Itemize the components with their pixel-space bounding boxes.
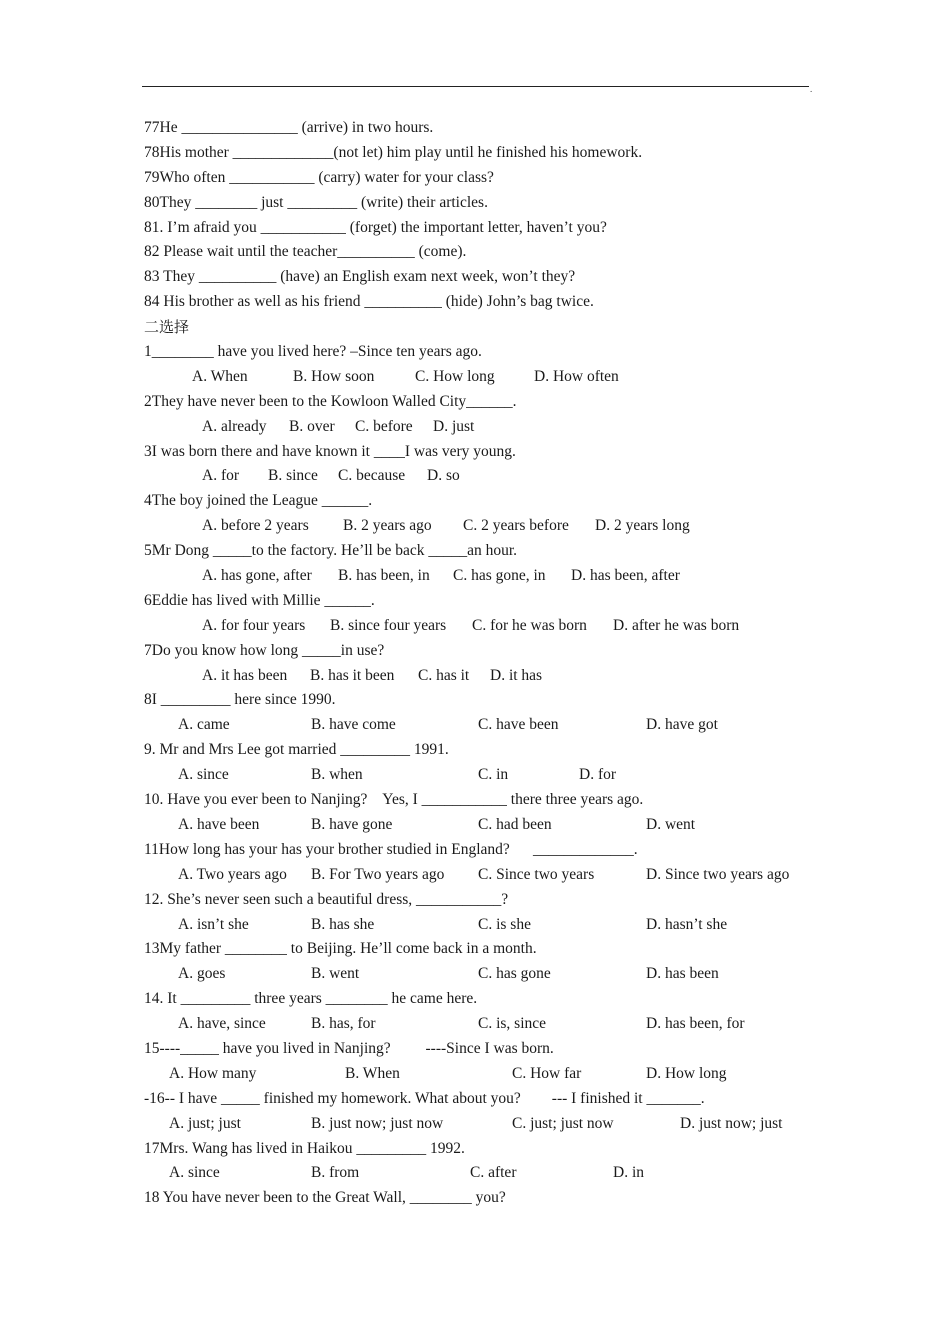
option-c: C. has gone, in [453, 567, 546, 585]
fill-in-item-84: 84 His brother as well as his friend __________ (hide) John’s bag twice. [144, 293, 594, 311]
option-d: D. it has [490, 666, 543, 684]
options-13 [144, 962, 824, 987]
question-8: 8I _________ here since 1990. [144, 691, 336, 709]
option-a: A. goes [178, 965, 226, 983]
question-2: 2They have never been to the Kowloon Walled City______. [144, 392, 517, 410]
option-c: C. is she [478, 915, 531, 933]
options-17 [144, 1161, 824, 1186]
option-b: B. has it been [310, 666, 395, 684]
question-12: 12. She’s never seen such a beautiful dress, ___________? [144, 890, 509, 908]
option-b: B. has been, in [338, 567, 430, 585]
options-6 [144, 614, 824, 639]
option-b: B. For Two years ago [311, 865, 445, 883]
option-c: C. because [338, 467, 406, 485]
option-c: C. 2 years before [463, 517, 569, 535]
header-rule [142, 86, 809, 87]
option-b: B. since four years [330, 616, 447, 634]
fill-in-item-77: 77He _______________ (arrive) in two hours. [144, 119, 434, 136]
option-a: A. came [178, 716, 230, 734]
question-9: 9. Mr and Mrs Lee got married _________ 1991. [144, 741, 449, 759]
option-a: A. since [178, 766, 229, 784]
fill-in-item-83: 83 They __________ (have) an English exam next week, won’t they? [144, 268, 576, 286]
option-d: D. in [613, 1164, 644, 1182]
option-c: C. has gone [478, 965, 551, 983]
question-13: 13My father ________ to Beijing. He’ll come back in a month. [144, 940, 537, 958]
option-b: B. have gone [311, 815, 393, 833]
option-a: A. just; just [169, 1114, 241, 1132]
option-a: A. isn’t she [178, 915, 249, 933]
option-d: D. has been [646, 965, 719, 983]
option-a: A. have been [178, 815, 260, 833]
question-10: 10. Have you ever been to Nanjing? Yes, I ___________ there three years ago. [144, 791, 644, 809]
option-c: C. is, since [478, 1015, 547, 1033]
question-4: 4The boy joined the League ______. [144, 492, 373, 510]
document-body [144, 116, 824, 1211]
option-b: B. have come [311, 716, 396, 734]
option-b: B. has, for [311, 1015, 376, 1033]
option-d: D. How long [646, 1064, 727, 1082]
options-3 [144, 464, 824, 489]
option-c: C. just; just now [512, 1114, 614, 1132]
options-16 [144, 1112, 824, 1137]
option-a: A. have, since [178, 1015, 266, 1033]
options-4 [144, 514, 824, 539]
option-b: B. 2 years ago [343, 517, 432, 535]
option-b: B. when [311, 766, 363, 784]
option-d: D. How often [534, 367, 619, 385]
option-c: C. after [470, 1164, 517, 1182]
option-a: A. has gone, after [202, 567, 312, 585]
option-d: D. have got [646, 716, 718, 734]
fill-in-item-80: 80They ________ just _________ (write) their articles. [144, 193, 488, 211]
question-7: 7Do you know how long _____in use? [144, 641, 385, 659]
option-c: C. has it [418, 666, 470, 684]
option-b: B. since [268, 467, 318, 485]
option-c: C. had been [478, 815, 552, 833]
option-a: A. it has been [202, 666, 288, 684]
question-15: 15----_____ have you lived in Nanjing? ----Since I was born. [144, 1039, 554, 1057]
option-a: A. for four years [202, 616, 306, 634]
option-d: D. hasn’t she [646, 915, 728, 933]
options-5 [144, 564, 824, 589]
section-title: 二选择 [144, 318, 190, 337]
fill-in-item-78: 78His mother _____________(not let) him play until he finished his homework. [144, 143, 643, 161]
option-b: B. How soon [293, 367, 375, 385]
options-1 [144, 365, 824, 390]
question-3: 3I was born there and have known it ____I was very young. [144, 442, 516, 460]
header-mark: . [810, 84, 813, 94]
options-7 [144, 664, 824, 689]
option-b: B. from [311, 1164, 360, 1182]
option-a: A. for [202, 467, 240, 485]
option-d: D. for [579, 766, 617, 784]
option-a: A. When [192, 367, 248, 385]
option-b: B. When [345, 1064, 400, 1082]
options-8 [144, 713, 824, 738]
question-6: 6Eddie has lived with Millie ______. [144, 591, 375, 609]
fill-in-item-81: 81. I’m afraid you ___________ (forget) the important letter, haven’t you? [144, 218, 607, 236]
option-c: C. Since two years [478, 865, 595, 883]
option-d: D. so [427, 467, 460, 485]
option-d: D. Since two years ago [646, 865, 790, 883]
question-14: 14. It _________ three years ________ he came here. [144, 990, 478, 1008]
option-b: B. just now; just now [311, 1114, 444, 1132]
option-d: D. has been, for [646, 1015, 745, 1033]
option-d: D. 2 years long [595, 517, 690, 535]
option-c: C. in [478, 766, 509, 784]
question-5: 5Mr Dong _____to the factory. He’ll be back _____an hour. [144, 542, 518, 560]
option-d: D. after he was born [613, 616, 740, 634]
question-16: -16-- I have _____ finished my homework. What about you? --- I finished it _______. [144, 1089, 705, 1107]
option-c: C. How long [415, 367, 495, 385]
option-d: D. went [646, 815, 696, 833]
option-a: A. since [169, 1164, 220, 1182]
option-d: D. just now; just [680, 1114, 783, 1132]
option-c: C. have been [478, 716, 559, 734]
option-b: B. went [311, 965, 360, 983]
option-a: A. already [202, 417, 267, 435]
options-11 [144, 863, 824, 888]
options-14 [144, 1012, 824, 1037]
option-a: A. Two years ago [178, 865, 287, 883]
fill-in-item-79: 79Who often ___________ (carry) water for your class? [144, 168, 494, 186]
options-12 [144, 913, 824, 938]
question-18: 18 You have never been to the Great Wall, ________ you? [144, 1189, 506, 1207]
option-c: C. before [355, 417, 413, 435]
option-a: A. How many [169, 1064, 257, 1082]
option-c: C. for he was born [472, 616, 587, 634]
option-d: D. just [433, 417, 475, 435]
option-b: B. has she [311, 915, 375, 933]
question-1: 1________ have you lived here? –Since ten years ago. [144, 343, 482, 361]
question-11: 11How long has your has your brother studied in England? _____________. [144, 840, 638, 858]
question-17: 17Mrs. Wang has lived in Haikou _________ 1992. [144, 1139, 465, 1157]
options-10 [144, 813, 824, 838]
options-9 [144, 763, 824, 788]
option-a: A. before 2 years [202, 517, 309, 535]
option-d: D. has been, after [571, 567, 680, 585]
options-15 [144, 1062, 824, 1087]
option-c: C. How far [512, 1064, 582, 1082]
options-2 [144, 415, 824, 440]
fill-in-item-82: 82 Please wait until the teacher__________ (come). [144, 243, 467, 261]
option-b: B. over [289, 417, 335, 435]
